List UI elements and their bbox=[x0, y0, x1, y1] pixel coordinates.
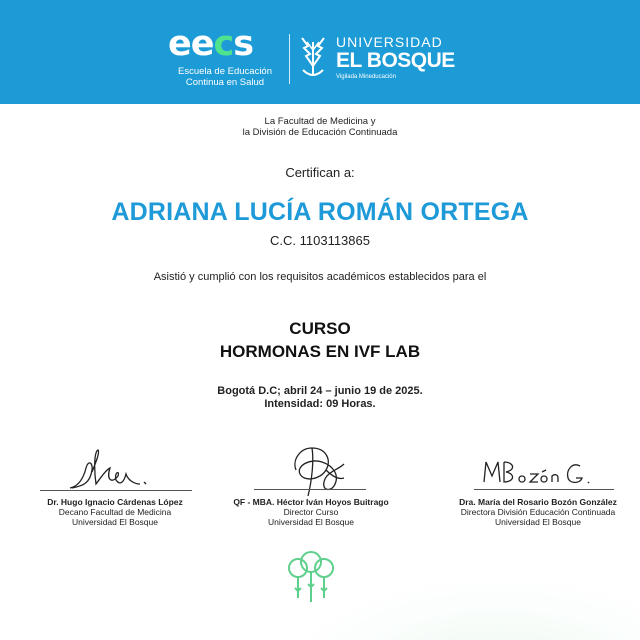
intro-text bbox=[0, 116, 640, 138]
certifican-label: Certifican a: bbox=[285, 165, 355, 180]
university-seal-icon bbox=[298, 34, 328, 82]
signatory-1 bbox=[20, 497, 210, 527]
university-line1: UNIVERSIDAD bbox=[336, 34, 443, 50]
course-type: CURSO bbox=[289, 319, 351, 338]
signatory-3-org: Universidad El Bosque bbox=[495, 517, 581, 527]
statement-text: Asistió y cumplió con los requisitos académicos establecidos para el bbox=[153, 271, 487, 283]
signatory-3 bbox=[438, 497, 638, 527]
signatory-2-role: Director Curso bbox=[283, 507, 339, 517]
university-line3: Vigilada Mineducación bbox=[336, 74, 396, 80]
signatory-2-org: Universidad El Bosque bbox=[268, 517, 354, 527]
header-banner bbox=[0, 0, 640, 104]
signatory-2-name: QF - MBA. Héctor Iván Hoyos Buitrago bbox=[233, 497, 389, 507]
logo-divider bbox=[289, 34, 290, 84]
university-line2: EL BOSQUE bbox=[336, 49, 455, 72]
trees-icon bbox=[285, 548, 337, 604]
signatory-1-role: Decano Facultad de Medicina bbox=[58, 507, 172, 517]
course-intensity: Intensidad: 09 Horas. bbox=[264, 398, 376, 410]
eecs-logo bbox=[168, 24, 284, 92]
intro-line1: La Facultad de Medicina y bbox=[264, 116, 376, 127]
signature-line-3 bbox=[474, 489, 614, 490]
signature-line-1 bbox=[40, 490, 192, 491]
eecs-sub-line2: Continua en Salud bbox=[185, 77, 265, 88]
signature-maria-bozon bbox=[478, 456, 608, 490]
recipient-id: C.C. 1103113865 bbox=[270, 233, 370, 248]
course-details bbox=[0, 385, 640, 411]
signature-line-2 bbox=[254, 489, 366, 490]
signatory-2 bbox=[226, 497, 396, 527]
signature-hugo-cardenas bbox=[62, 440, 162, 495]
recipient-name: ADRIANA LUCÍA ROMÁN ORTEGA bbox=[111, 198, 529, 226]
signatory-3-role: Directora División Educación Continuada bbox=[460, 507, 616, 517]
university-logo bbox=[336, 34, 476, 90]
intro-line2: la División de Educación Continuada bbox=[242, 127, 398, 138]
course-name: HORMONAS EN IVF LAB bbox=[219, 342, 421, 361]
eecs-logo-subtitle bbox=[170, 66, 280, 88]
eecs-logo-wordmark: eecs bbox=[168, 24, 254, 64]
eecs-sub-line1: Escuela de Educación bbox=[177, 66, 272, 77]
signatory-1-name: Dr. Hugo Ignacio Cárdenas López bbox=[47, 497, 183, 507]
signatory-1-org: Universidad El Bosque bbox=[72, 517, 158, 527]
course-dates: Bogotá D.C; abril 24 – junio 19 de 2025. bbox=[217, 385, 423, 397]
signatory-3-name: Dra. María del Rosario Bozón González bbox=[459, 497, 617, 507]
